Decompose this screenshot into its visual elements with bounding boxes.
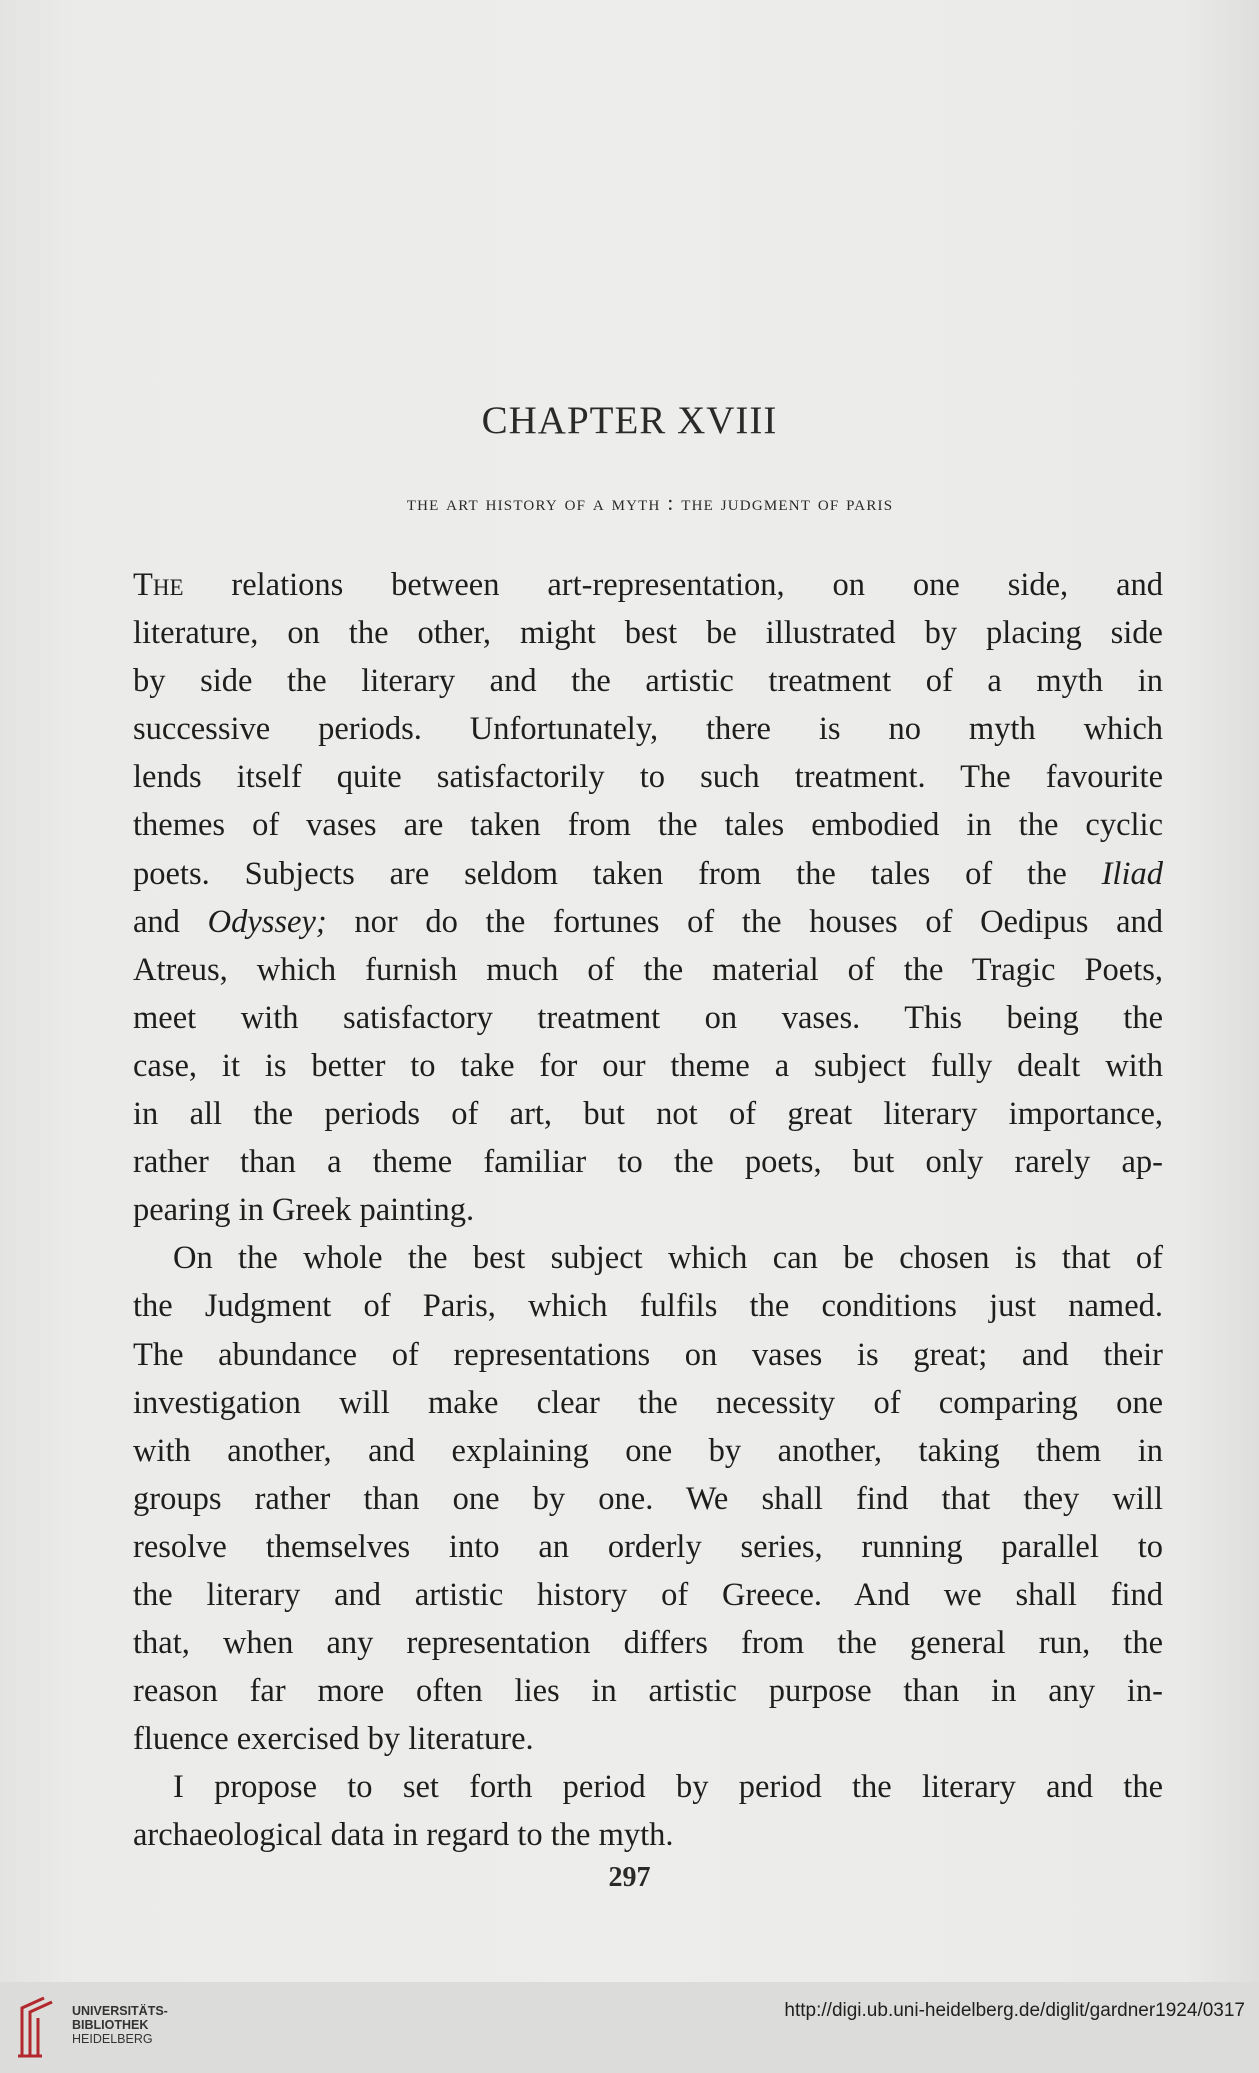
text-line: The relations between art-representation, on one side, and (133, 567, 1163, 603)
text-line: by side the literary and the artistic treatment of a myth in (133, 663, 1163, 700)
digitization-footer (0, 1982, 1259, 2073)
source-url-link[interactable]: http://digi.ub.uni-heidelberg.de/diglit/gardner1924/0317 (784, 2000, 1245, 2021)
text-line: investigation will make clear the necessity of comparing one (133, 1384, 1163, 1421)
text-line: with another, and explaining one by another, taking them in (133, 1432, 1163, 1469)
text-line: lends itself quite satisfactorily to such treatment. The favourite (133, 759, 1163, 796)
library-name-line: BIBLIOTHEK (72, 2018, 149, 2032)
text-line: I propose to set forth period by period the literary and the (173, 1769, 1163, 1806)
chapter-heading: CHAPTER XVIII (481, 399, 778, 442)
text-line: and Odyssey; nor do the fortunes of the houses of Oedipus and (133, 903, 1163, 940)
text-line: On the whole the best subject which can be chosen is that of (173, 1240, 1163, 1277)
text-line: meet with satisfactory treatment on vases. This being the (133, 999, 1163, 1036)
library-logo-icon (14, 1992, 60, 2062)
page-number: 297 (608, 1862, 651, 1893)
library-name-line: UNIVERSITÄTS- (72, 2004, 168, 2018)
library-name (72, 2004, 168, 2046)
text-line: rather than a theme familiar to the poets, but only rarely ap- (133, 1144, 1163, 1181)
text-line: reason far more often lies in artistic purpose than in any in- (133, 1673, 1163, 1710)
text-line: poets. Subjects are seldom taken from the tales of the Iliad (133, 855, 1163, 892)
text-line: themes of vases are taken from the tales embodied in the cyclic (133, 807, 1163, 844)
library-name-line: HEIDELBERG (72, 2032, 153, 2046)
text-line: archaeological data in regard to the myth. (133, 1817, 674, 1854)
text-line: that, when any representation differs from the general run, the (133, 1625, 1163, 1662)
body-text (133, 561, 1163, 1860)
text-line: groups rather than one by one. We shall find that they will (133, 1480, 1163, 1517)
text-line: successive periods. Unfortunately, there is no myth which (133, 711, 1163, 748)
text-line: pearing in Greek painting. (133, 1192, 475, 1229)
text-line: The abundance of representations on vases is great; and their (133, 1336, 1163, 1373)
small-caps-lead: The (133, 567, 184, 603)
text-line: the literary and artistic history of Greece. And we shall find (133, 1576, 1163, 1613)
text-line: Atreus, which furnish much of the material of the Tragic Poets, (133, 951, 1163, 988)
text-line: case, it is better to take for our theme a subject fully dealt with (133, 1047, 1163, 1084)
text-line: resolve themselves into an orderly series, running parallel to (133, 1528, 1163, 1565)
text-line: the Judgment of Paris, which fulfils the conditions just named. (133, 1288, 1163, 1325)
text-line: in all the periods of art, but not of great literary importance, (133, 1096, 1163, 1133)
text-line: fluence exercised by literature. (133, 1721, 534, 1758)
text-line: literature, on the other, might best be illustrated by placing side (133, 615, 1163, 652)
chapter-subtitle: the art history of a myth : the judgment of paris (406, 490, 894, 515)
